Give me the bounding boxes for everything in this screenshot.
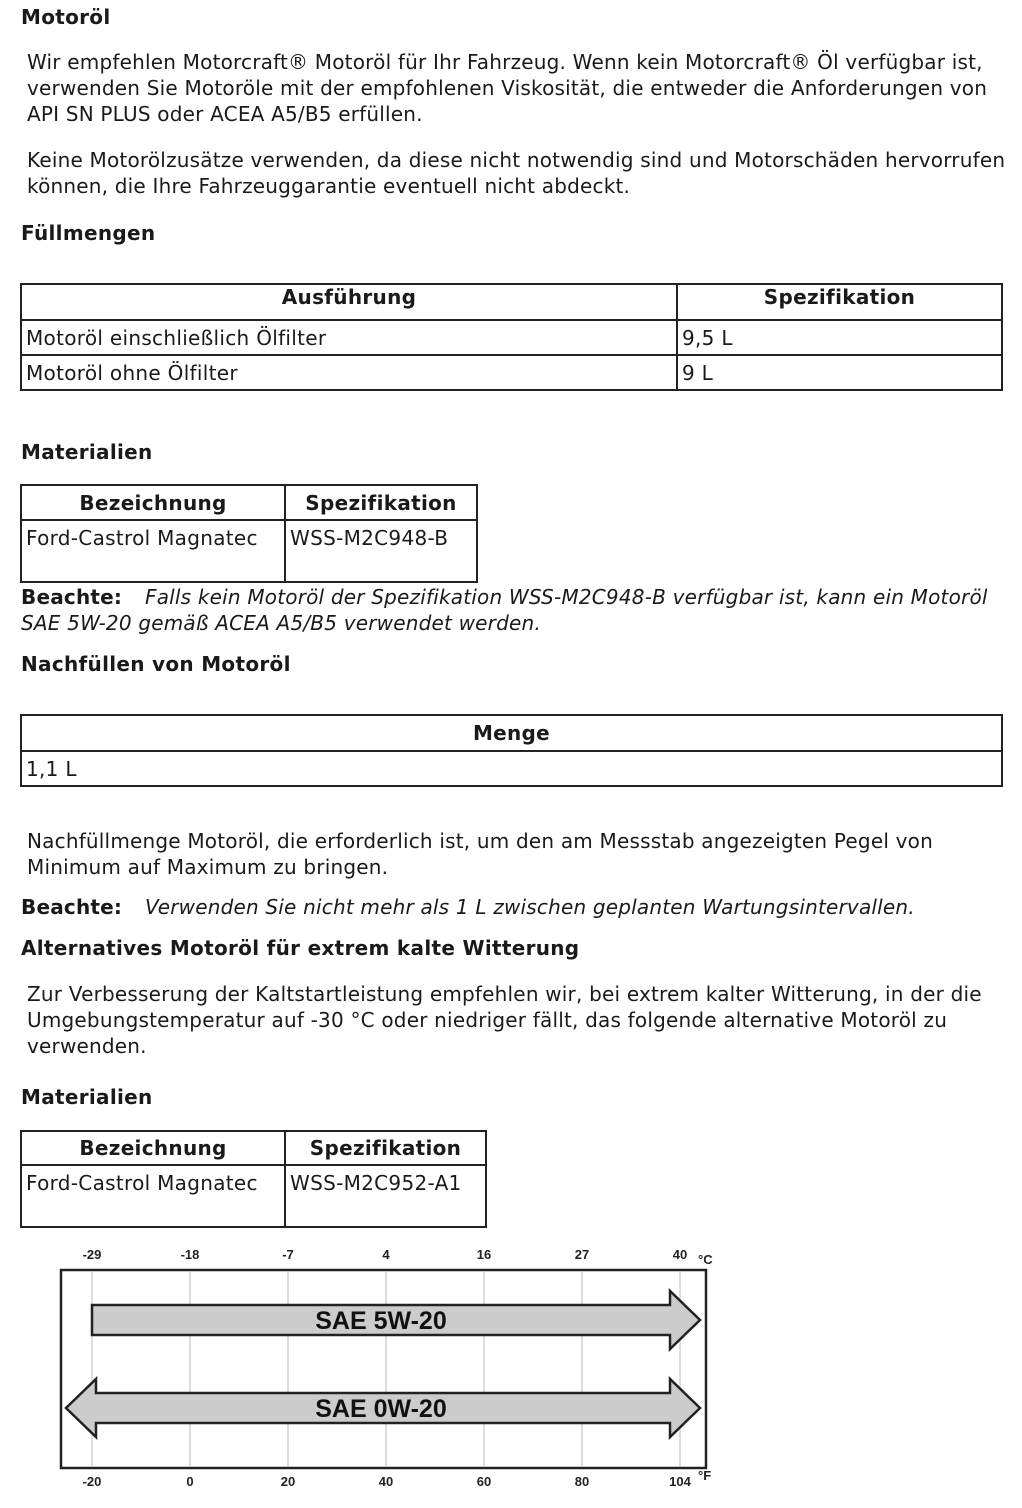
viscosity-label: SAE 0W-20 <box>315 1395 447 1423</box>
table-cell: WSS-M2C948-B <box>285 520 477 582</box>
chart-frame <box>61 1270 706 1468</box>
table-cell: Motoröl ohne Ölfilter <box>21 355 677 390</box>
materials-table-2 <box>20 1130 487 1228</box>
motoroel-paragraph-2: Keine Motorölzusätze verwenden, da diese nicht notwendig sind und Motorschäden hervorrufen können, die Ihre Fahrzeuggarantie eventuell nicht abdeckt. <box>27 148 1006 198</box>
celsius-tick-label: 4 <box>382 1247 390 1262</box>
table-cell: Motoröl einschließlich Ölfilter <box>21 320 677 355</box>
table-header: Bezeichnung <box>21 485 285 520</box>
fahrenheit-tick-label: 0 <box>186 1474 194 1489</box>
celsius-tick-label: 40 <box>672 1247 688 1262</box>
temperature-viscosity-chart <box>40 1240 740 1500</box>
section-heading-fuellmengen: Füllmengen <box>21 221 156 245</box>
fahrenheit-tick-label: 80 <box>574 1474 590 1489</box>
refill-table <box>20 714 1003 787</box>
table-cell: 9 L <box>677 355 1002 390</box>
fahrenheit-tick-label: 104 <box>669 1474 691 1489</box>
section-heading-nachfuellen: Nachfüllen von Motoröl <box>21 652 291 676</box>
motoroel-paragraph-1: Wir empfehlen Motorcraft® Motoröl für Ihr Fahrzeug. Wenn kein Motorcraft® Öl verfügbar ist, verwenden Sie Motoröle mit der empfohlenen Viskosität, die entweder die Anforderungen von API SN PLUS oder ACEA A5/B5 erfüllen. <box>27 50 988 126</box>
celsius-unit-label: °C <box>698 1252 713 1267</box>
note-text: Falls kein Motoröl der Spezifikation WSS-M2C948-B verfügbar ist, kann ein Motoröl SAE 5W-20 gemäß ACEA A5/B5 verwendet werden. <box>21 585 988 635</box>
section-heading-materialien-1: Materialien <box>21 440 153 464</box>
fahrenheit-tick-label: 60 <box>476 1474 492 1489</box>
table-cell: 1,1 L <box>21 751 1002 786</box>
celsius-tick-label: -18 <box>180 1247 200 1262</box>
fahrenheit-tick-label: 20 <box>280 1474 296 1489</box>
fahrenheit-tick-label: -20 <box>82 1474 102 1489</box>
viscosity-label: SAE 5W-20 <box>315 1307 447 1335</box>
celsius-tick-label: -7 <box>282 1247 294 1262</box>
table-cell: 9,5 L <box>677 320 1002 355</box>
section-heading-alternativ: Alternatives Motoröl für extrem kalte Witterung <box>21 936 580 960</box>
table-header: Menge <box>21 715 1002 751</box>
fahrenheit-tick-label: 40 <box>378 1474 394 1489</box>
celsius-tick-label: 27 <box>574 1247 590 1262</box>
alternativ-paragraph: Zur Verbesserung der Kaltstartleistung empfehlen wir, bei extrem kalter Witterung, in der die Umgebungstemperatur auf -30 °C oder niedriger fällt, das folgende alternative Motoröl zu verwenden. <box>27 982 982 1058</box>
table-header: Spezifikation <box>677 284 1002 320</box>
note-label: Beachte: <box>21 585 123 609</box>
refill-paragraph: Nachfüllmenge Motoröl, die erforderlich ist, um den am Messstab angezeigten Pegel von Minimum auf Maximum zu bringen. <box>27 829 933 879</box>
note-text: Verwenden Sie nicht mehr als 1 L zwischen geplanten Wartungsintervallen. <box>145 895 915 919</box>
celsius-tick-label: -29 <box>82 1247 102 1262</box>
fill-quantity-table <box>20 283 1003 391</box>
table-header: Spezifikation <box>285 1131 486 1165</box>
section-heading-materialien-2: Materialien <box>21 1085 153 1109</box>
table-cell: Ford-Castrol Magnatec <box>21 520 285 582</box>
table-header: Bezeichnung <box>21 1131 285 1165</box>
table-header: Spezifikation <box>285 485 477 520</box>
celsius-tick-label: 16 <box>476 1247 492 1262</box>
table-cell: Ford-Castrol Magnatec <box>21 1165 285 1227</box>
table-header: Ausführung <box>21 284 677 320</box>
fahrenheit-unit-label: °F <box>698 1468 712 1483</box>
table-cell: WSS-M2C952-A1 <box>285 1165 486 1227</box>
note-2 <box>21 894 1011 920</box>
section-heading-motoroel: Motoröl <box>21 5 111 29</box>
materials-table-1 <box>20 484 478 583</box>
note-1 <box>21 584 1011 636</box>
note-label: Beachte: <box>21 895 123 919</box>
